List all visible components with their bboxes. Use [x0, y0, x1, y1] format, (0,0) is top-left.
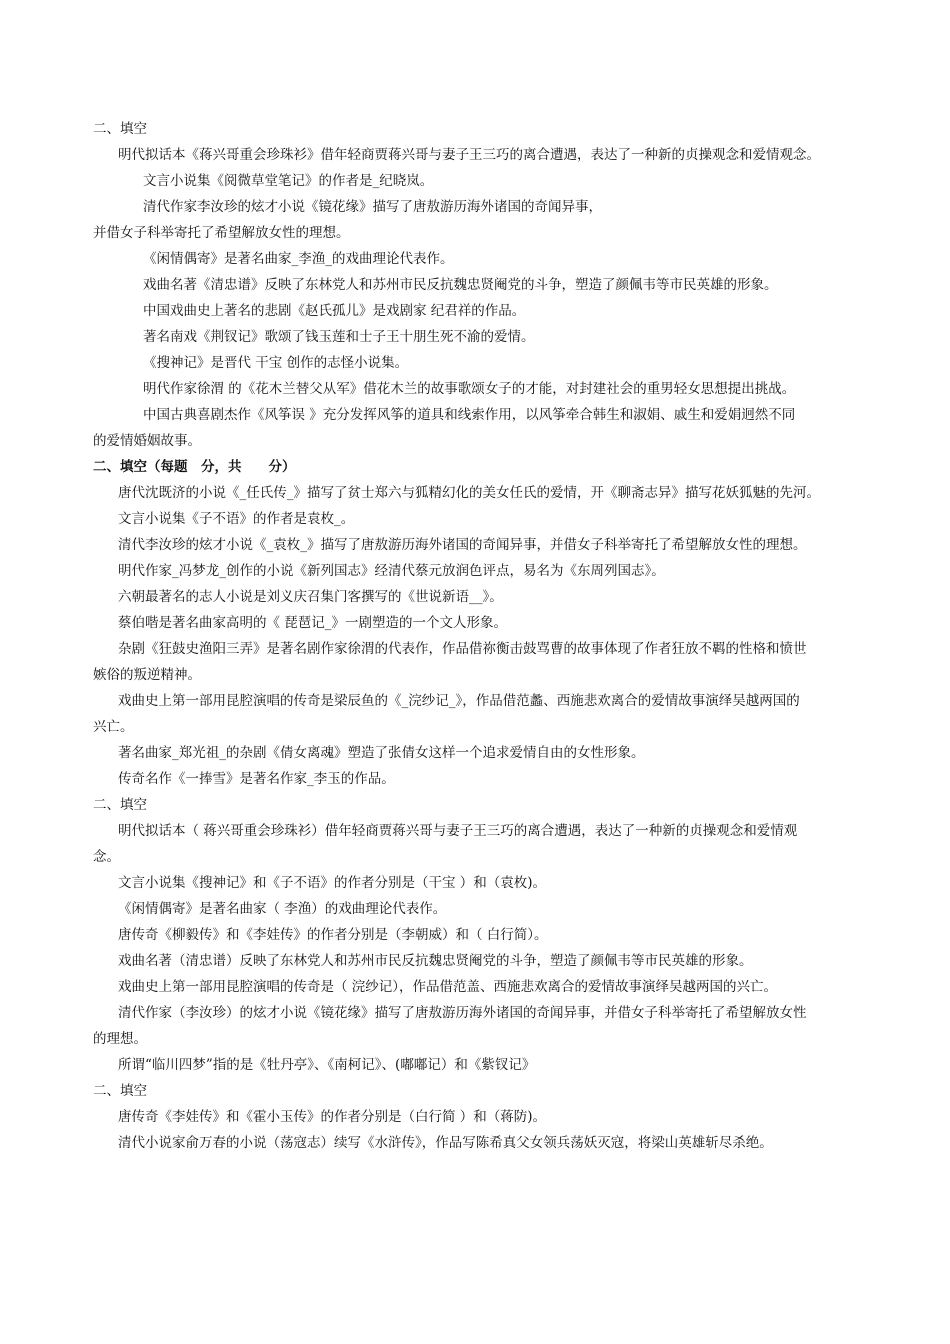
text-line: 蔡伯喈是著名曲家高明的《 琵琶记_》一剧塑造的一个文人形象。 — [118, 615, 508, 631]
text-line: 杂剧《狂鼓史渔阳三弄》是著名剧作家徐渭的代表作，作品借祢衡击鼓骂曹的故事体现了作者狂放不羁的性格和愤世 — [118, 641, 807, 657]
text-line: 六朝最著名的志人小说是刘义庆召集门客撰写的《世说新语__》。 — [118, 589, 503, 605]
text-line: 明代作家徐渭 的《花木兰替父从军》借花木兰的故事歌颂女子的才能，对封建社会的重男轻女思想提出挑战。 — [143, 381, 796, 397]
text-line: 并借女子科举寄托了希望解放女性的理想。 — [93, 225, 350, 241]
text-line: 唐传奇《柳毅传》和《李娃传》的作者分别是（李朝威）和（ 白行简）。 — [118, 927, 548, 943]
text-line: 清代李汝珍的炫才小说《_袁枚_》描写了唐敖游历海外诸国的奇闻异事，并借女子科举寄托了希望解放女性的理想。 — [118, 537, 807, 553]
text-line: 文言小说集《阅微草堂笔记》的作者是_纪晓岚。 — [143, 173, 434, 189]
text-line: 中国戏曲史上著名的悲剧《赵氏孤儿》是戏剧家 纪君祥的作品。 — [143, 303, 526, 319]
text-line: 念。 — [93, 849, 120, 865]
text-line: 《闲情偶寄》是著名曲家_李渔_的戏曲理论代表作。 — [143, 251, 454, 267]
text-line: 明代拟话本（ 蒋兴哥重会珍珠衫）借年轻商贾蒋兴哥与妻子王三巧的离合遭遇，表达了一种新的贞操观念和爱情观 — [118, 823, 798, 839]
text-line: 唐代沈既济的小说《_任氏传_》描写了贫士郑六与狐精幻化的美女任氏的爱情，开《聊斋志异》描写花妖狐魅的先河。 — [118, 485, 820, 501]
text-line: 戏曲史上第一部用昆腔演唱的传奇是（ 浣纱记），作品借范盖、西施悲欢离合的爱情故事演绎吴越两国的兴亡。 — [118, 979, 778, 995]
text-line: 唐传奇《李娃传》和《霍小玉传》的作者分别是（白行简 ）和（蒋防)。 — [118, 1109, 547, 1125]
text-line: 中国古典喜剧杰作《风筝误 》充分发挥风筝的道具和线索作用，以风筝牵合韩生和淑娟、戚生和爱娟迥然不同 — [143, 407, 796, 423]
text-line: 所谓“临川四梦”指的是《牡丹亭》、《南柯记》、(嘟嘟记）和《紫钗记》 — [118, 1057, 536, 1073]
text-line: 兴亡。 — [93, 719, 134, 735]
text-line: 明代拟话本《蒋兴哥重会珍珠衫》借年轻商贾蒋兴哥与妻子王三巧的离合遭遇，表达了一种新的贞操观念和爱情观念。 — [118, 147, 820, 163]
text-line: 《闲情偶寄》是著名曲家（ 李渔）的戏曲理论代表作。 — [118, 901, 447, 917]
text-line: 明代作家_冯梦龙_创作的小说《新列国志》经清代蔡元放润色评点，易名为《东周列国志》。 — [118, 563, 665, 579]
text-line: 的理想。 — [93, 1031, 147, 1047]
document-body — [93, 116, 863, 1156]
section-heading: 二、填空 — [93, 121, 147, 137]
text-line: 戏曲名著《清忠谱》反映了东林党人和苏州市民反抗魏忠贤阉党的斗争，塑造了颜佩韦等市民英雄的形象。 — [143, 277, 778, 293]
text-line: 嫉俗的叛逆精神。 — [93, 667, 201, 683]
text-line: 文言小说集《搜神记》和《子不语》的作者分别是（干宝 ）和（袁枚)。 — [118, 875, 547, 891]
text-line: 的爱情婚姻故事。 — [93, 433, 201, 449]
section-heading: 二、填空（每题 分，共 分） — [93, 459, 296, 475]
text-line: 戏曲名著（清忠谱）反映了东林党人和苏州市民反抗魏忠贤阉党的斗争，塑造了颜佩韦等市民英雄的形象。 — [118, 953, 753, 969]
text-line: 戏曲史上第一部用昆腔演唱的传奇是梁辰鱼的《_浣纱记_》，作品借范蠡、西施悲欢离合的爱情故事演绎吴越两国的 — [118, 693, 800, 709]
section-heading: 二、填空 — [93, 797, 147, 813]
text-line: 著名曲家_郑光祖_的杂剧《倩女离魂》塑造了张倩女这样一个追求爱情自由的女性形象。 — [118, 745, 645, 761]
text-line: 著名南戏《荆钗记》歌颂了钱玉莲和士子王十朋生死不渝的爱情。 — [143, 329, 535, 345]
section-heading: 二、填空 — [93, 1083, 147, 1099]
text-line: 清代作家李汝珍的炫才小说《镜花缘》描写了唐敖游历海外诸国的奇闻异事， — [143, 199, 602, 215]
text-line: 清代小说家俞万春的小说（荡寇志）续写《水浒传》，作品写陈希真父女领兵荡妖灭寇，将梁山英雄斩尽杀绝。 — [118, 1135, 773, 1151]
text-line: 文言小说集《子不语》的作者是袁枚_。 — [118, 511, 355, 527]
text-line: 清代作家（李汝珍）的炫才小说《镜花缘》描写了唐敖游历海外诸国的奇闻异事，并借女子科举寄托了希望解放女性 — [118, 1005, 807, 1021]
text-line: 传奇名作《一捧雪》是著名作家_李玉的作品。 — [118, 771, 395, 787]
text-line: 《搜神记》是晋代 干宝 创作的志怪小说集。 — [143, 355, 409, 371]
